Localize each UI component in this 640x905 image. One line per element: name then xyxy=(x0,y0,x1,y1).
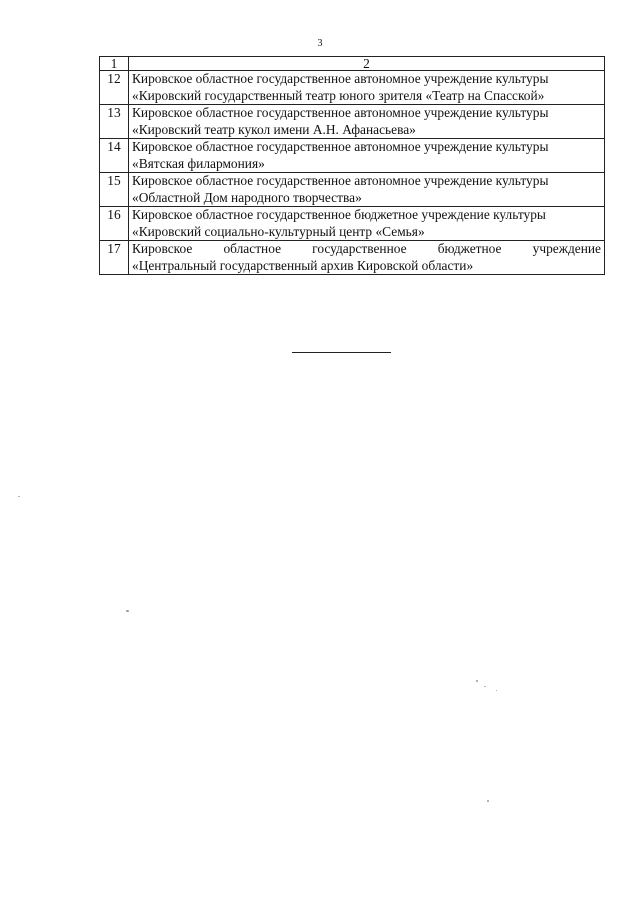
table-row xyxy=(100,105,605,139)
row-name xyxy=(129,105,605,139)
table-row xyxy=(100,71,605,105)
row-name-line2: «Вятская филармония» xyxy=(132,155,265,171)
row-name-line2: «Кировский социально-культурный центр «Семья» xyxy=(132,223,425,239)
row-number: 16 xyxy=(100,207,129,241)
scan-speck xyxy=(18,496,20,497)
header-cell-name: 2 xyxy=(129,57,605,71)
row-number: 15 xyxy=(100,173,129,207)
row-name xyxy=(129,71,605,105)
row-name-line1: Кировское областное государственное автономное учреждение культуры xyxy=(132,71,549,86)
row-name-line1: Кировское областное государственное автономное учреждение культуры xyxy=(132,173,549,188)
end-of-list-rule xyxy=(292,352,391,353)
row-number: 12 xyxy=(100,71,129,105)
table-row xyxy=(100,173,605,207)
row-number: 14 xyxy=(100,139,129,173)
table-row xyxy=(100,139,605,173)
row-name xyxy=(129,241,605,275)
row-name-line2: «Кировский театр кукол имени А.Н. Афанасьева» xyxy=(132,121,416,137)
scan-speck xyxy=(126,610,129,612)
scan-speck xyxy=(484,686,486,687)
row-name-line2: «Областной Дом народного творчества» xyxy=(132,189,362,205)
row-name-line1: Кировское областное государственное бюджетное учреждение культуры xyxy=(132,207,546,222)
row-name-line2: «Центральный государственный архив Кировской области» xyxy=(132,257,474,273)
row-name-line1: Кировское областное государственное автономное учреждение культуры xyxy=(132,105,549,120)
table-row xyxy=(100,241,605,275)
scan-speck xyxy=(487,800,489,802)
organizations-table xyxy=(99,56,605,275)
row-name-line1: Кировское областное государственное бюджетное учреждение xyxy=(132,241,601,256)
row-name xyxy=(129,207,605,241)
scan-speck xyxy=(496,690,497,691)
table-header-row xyxy=(100,57,605,71)
scan-speck xyxy=(476,680,478,682)
row-name-line1: Кировское областное государственное автономное учреждение культуры xyxy=(132,139,549,154)
table-row xyxy=(100,207,605,241)
row-number: 13 xyxy=(100,105,129,139)
page-number: 3 xyxy=(317,38,323,49)
row-number: 17 xyxy=(100,241,129,275)
row-name-line2: «Кировский государственный театр юного зрителя «Театр на Спасской» xyxy=(132,87,545,103)
row-name xyxy=(129,139,605,173)
row-name xyxy=(129,173,605,207)
header-cell-number: 1 xyxy=(100,57,129,71)
